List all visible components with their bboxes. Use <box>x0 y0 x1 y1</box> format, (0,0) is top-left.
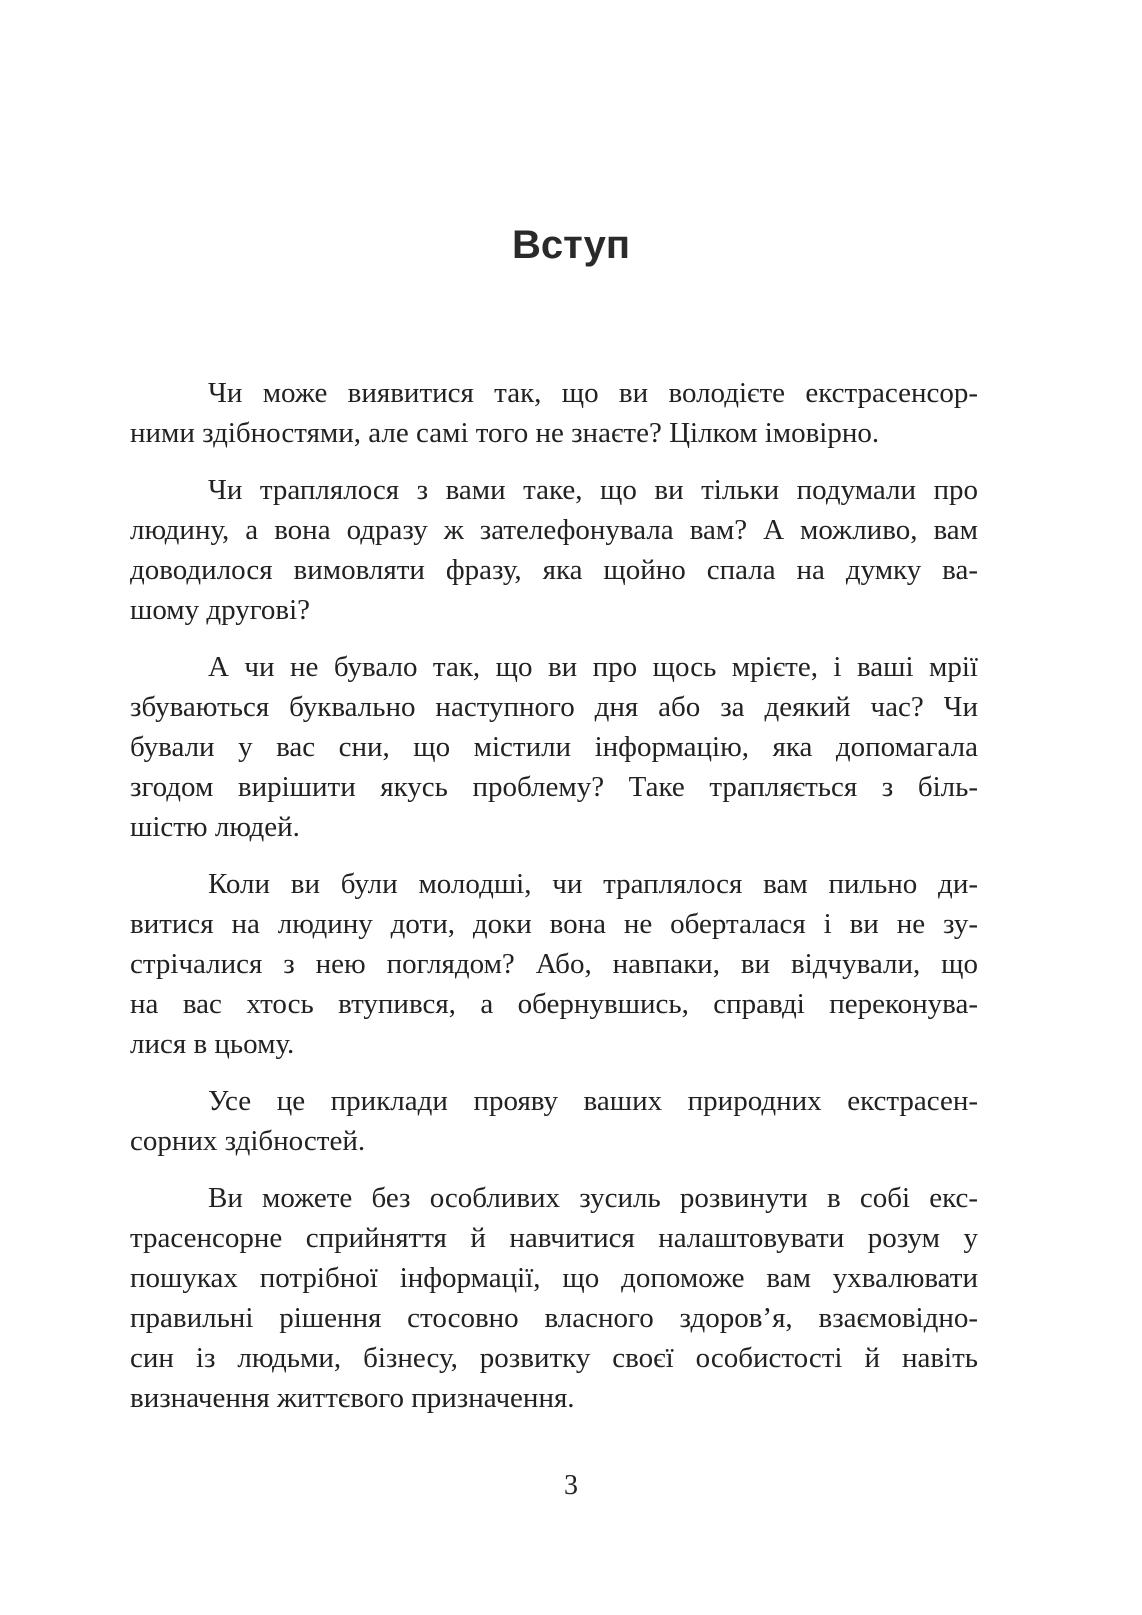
text-line: згодом вирішити якусь проблему? Таке трапляється з біль- <box>130 771 978 803</box>
text-line: визначення життєвого призначення. <box>130 1382 575 1414</box>
page-number: 3 <box>564 1470 578 1501</box>
text-line: стрічалися з нею поглядом? Або, навпаки, ви відчували, що <box>130 948 978 980</box>
text-line: доводилося вимовляти фразу, яка щойно спала на думку ва- <box>130 554 978 586</box>
text-line: шістю людей. <box>130 811 300 843</box>
paragraph <box>130 647 978 847</box>
text-line: шому другові? <box>130 594 311 626</box>
text-line: витися на людину доти, доки вона не оберталася і ви не зу- <box>130 908 978 940</box>
text-line: бували у вас сни, що містили інформацію, яка допомагала <box>130 731 978 763</box>
text-line: А чи не бувало так, що ви про щось мрієте, і ваші мрії <box>208 651 978 683</box>
paragraph <box>130 864 978 1064</box>
text-line: Чи траплялося з вами таке, що ви тільки подумали про <box>208 474 978 506</box>
text-line: на вас хтось втупився, а обернувшись, справді переконува- <box>130 988 978 1020</box>
chapter-title: Вступ <box>511 222 631 267</box>
text-line: Коли ви були молодші, чи траплялося вам пильно ди- <box>208 868 978 900</box>
text-line: Усе це приклади прояву ваших природних екстрасен- <box>208 1085 978 1117</box>
text-line: лися в цьому. <box>130 1028 295 1060</box>
text-line: правильні рішення стосовно власного здоров’я, взаємовідно- <box>130 1302 978 1334</box>
paragraph <box>130 1178 978 1418</box>
text-line: пошуках потрібної інформації, що допоможе вам ухвалювати <box>130 1262 978 1294</box>
text-line: ними здібностями, але самі того не знаєте? Цілком імовірно. <box>130 417 880 449</box>
body-text <box>130 373 978 1435</box>
text-line: людину, а вона одразу ж зателефонувала вам? А можливо, вам <box>130 514 978 546</box>
paragraph <box>130 1081 978 1161</box>
paragraph <box>130 373 978 453</box>
text-line: трасенсорне сприйняття й навчитися налаштовувати розум у <box>130 1222 978 1254</box>
text-line: збуваються буквально наступного дня або за деякий час? Чи <box>130 691 978 723</box>
paragraph <box>130 470 978 630</box>
text-line: син із людьми, бізнесу, розвитку своєї особистості й навіть <box>130 1342 978 1374</box>
text-line: сорних здібностей. <box>130 1125 366 1157</box>
text-line: Чи може виявитися так, що ви володієте екстрасенсор- <box>208 377 978 409</box>
text-line: Ви можете без особливих зусиль розвинути в собі екс- <box>208 1182 978 1214</box>
